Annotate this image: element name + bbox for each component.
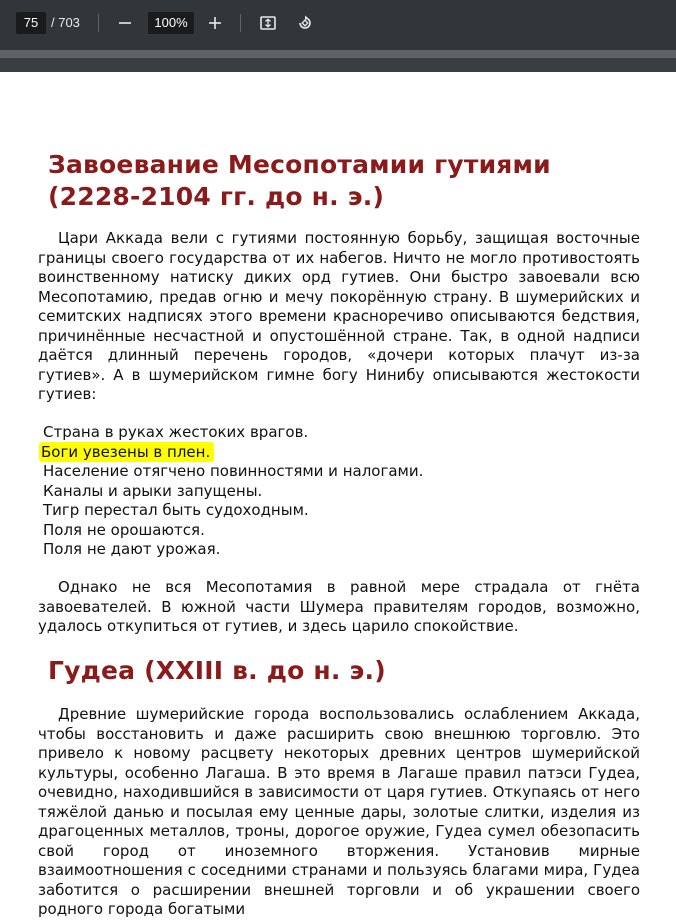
- section-heading-1: Завоевание Месопотамии гутиями (2228-2104 гг. до н. э.): [48, 150, 551, 211]
- poem-line: Поля не орошаются.: [43, 520, 205, 539]
- pdf-toolbar: [0, 0, 676, 50]
- toolbar-divider: [98, 14, 99, 32]
- paragraph-3: Древние шумерийские города воспользовались ослаблением Аккада, чтобы восстановить и даже расширить свою внешнюю торговлю. Это привело к новому расцвету некоторых древних центров шумерийской культуры, особенно Лагаша. В это время в Лагаше правил патэси Гудеа, очевидно, находившийся в зависимости от царя гутиев. Откупаясь от него тяжёлой данью и посылая ему ценные дары, золотые слитки, изделия из драгоценных металлов, троны, дорогое оружие, Гудеа сумел обезопасить свой город от иноземного вторжения. Установив мирные взаимоотношения с соседними странами и пользуясь благами мира, Гудеа заботится о расширении внешней торговли и об украшении своего родного города богатыми: [38, 705, 640, 918]
- page-gap: [0, 58, 676, 72]
- poem-line: Страна в руках жестоких врагов.: [43, 423, 309, 441]
- poem-line: Население отягчено повинностями и налогами.: [43, 462, 424, 480]
- plus-icon[interactable]: [204, 12, 226, 34]
- toolbar-divider: [240, 14, 241, 32]
- toolbar-shadow: [0, 50, 676, 58]
- poem-block: [43, 423, 603, 560]
- fit-page-icon[interactable]: [257, 12, 279, 34]
- poem-line: Поля не дают урожая.: [43, 540, 221, 558]
- page-number-input[interactable]: 75: [16, 12, 46, 34]
- minus-icon[interactable]: [114, 12, 136, 34]
- section-heading-2: Гудеа (XXIII в. до н. э.): [48, 656, 386, 685]
- zoom-input[interactable]: 100%: [148, 12, 194, 34]
- highlighted-text: Боги увезены в плен.: [39, 442, 214, 462]
- paragraph-2: Однако не вся Месопотамия в равной мере страдала от гнёта завоевателей. В южной части Шумера правителям городов, возможно, удалось откупиться от гутиев, и здесь царило спокойствие.: [38, 578, 640, 635]
- poem-line: [43, 443, 603, 463]
- page-total: / 703: [51, 15, 80, 30]
- paragraph-1: Цари Аккада вели с гутиями постоянную борьбу, защищая восточные границы своего государства от их набегов. Ничто не могло противостоять воинственному натиску диких орд гутиев. Они быстро завоевали всю Месопотамию, предав огню и мечу покорённую страну. В шумерийских и семитских надписях этого времени красноречиво описываются бедствия, причинённые несчастной и опустошённой стране. Так, в одной надписи даётся длинный перечень городов, «дочери которых плачут из-за гутиев». А в шумерийском гимне богу Нинибу описываются жестокости гутиев:: [38, 229, 640, 403]
- poem-line: Тигр перестал быть судоходным.: [43, 501, 309, 519]
- rotate-icon[interactable]: [294, 12, 316, 34]
- poem-line: Каналы и арыки запущены.: [43, 481, 263, 500]
- pdf-page: [0, 72, 676, 918]
